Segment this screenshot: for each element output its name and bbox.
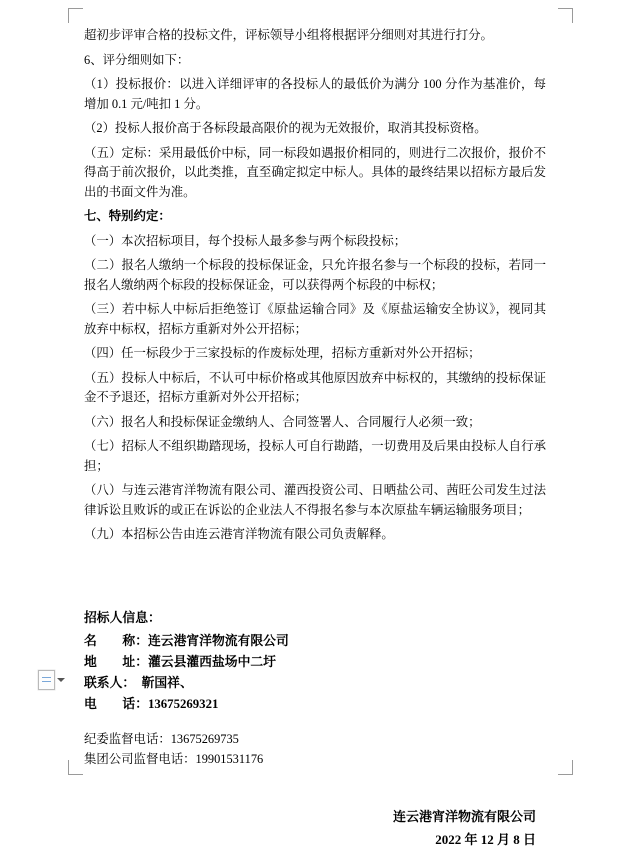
paragraph: （四）任一标段少于三家投标的作废标处理，招标方重新对外公开招标； — [84, 346, 481, 360]
paragraph: （九）本招标公告由连云港宵洋物流有限公司负责解释。 — [84, 527, 394, 541]
bidder-info-address: 地 址：灌云县灌西盐场中二圩 — [84, 654, 276, 669]
signature-block — [84, 805, 546, 851]
paragraph: （三）若中标人中标后拒绝签订《原盐运输合同》及《原盐运输安全协议》，视同其放弃中标权，招标方重新对外公开招标； — [84, 302, 546, 336]
margin-mark-top-right — [558, 8, 573, 23]
paragraph: （五）定标：采用最低价中标，同一标段如遇报价相同的，则进行二次报价，报价不得高于前次报价，以此类推，直至确定拟定中标人。具体的最终结果以招标方最后发出的书面文件为准。 — [84, 145, 546, 199]
paragraph: （2）投标人报价高于各标段最高限价的视为无效报价，取消其投标资格。 — [84, 121, 487, 135]
paragraph: （五）投标人中标后，不认可中标价格或其他原因放弃中标权的，其缴纳的投标保证金不予退还，招标方重新对外公开招标； — [84, 370, 546, 404]
paragraph: （七）招标人不组织勘踏现场，投标人可自行勘踏，一切费用及后果由投标人自行承担； — [84, 439, 546, 473]
vertical-spacer — [84, 550, 546, 608]
paragraph: （八）与连云港宵洋物流有限公司、灌西投资公司、日晒盐公司、茜旺公司发生过法律诉讼且败诉的或正在诉讼的企业法人不得报名参与本次原盐车辆运输服务项目； — [84, 483, 546, 517]
document-body — [84, 26, 546, 851]
bidder-info-name: 名 称：连云港宵洋物流有限公司 — [84, 633, 289, 648]
discipline-supervision-phone: 纪委监督电话：13675269735 — [84, 731, 239, 746]
paragraph: （二）报名人缴纳一个标段的投标保证金，只允许报名参与一个标段的投标，若同一报名人缴纳两个标段的投标保证金，可以获得两个标段的中标权； — [84, 258, 546, 292]
bidder-info-phone: 电 话：13675269321 — [84, 696, 219, 711]
paragraph: （1）投标报价：以进入详细评审的各投标人的最低价为满分 100 分作为基准价，每增加 0.1 元/吨扣 1 分。 — [84, 77, 546, 111]
vertical-spacer — [84, 715, 546, 729]
paste-sheet-icon — [38, 670, 55, 690]
margin-mark-bottom-right — [558, 760, 573, 775]
paragraph: 6、评分细则如下： — [84, 52, 190, 67]
margin-mark-top-left — [68, 8, 83, 23]
margin-mark-bottom-left — [68, 760, 83, 775]
signature-company: 连云港宵洋物流有限公司 — [392, 808, 536, 824]
group-supervision-phone: 集团公司监督电话：19901531176 — [84, 751, 264, 766]
bidder-info-contact: 联系人： 靳国祥、 — [84, 675, 193, 690]
paragraph: （六）报名人和投标保证金缴纳人、合同签署人、合同履行人必须一致； — [84, 414, 481, 429]
paragraph: （一）本次招标项目，每个投标人最多参与两个标段投标； — [84, 233, 407, 248]
signature-date: 2022 年 12 月 8 日 — [435, 831, 536, 847]
paragraph: 超初步评审合格的投标文件，评标领导小组将根据评分细则对其进行打分。 — [84, 28, 493, 42]
paste-options-icon[interactable] — [38, 670, 66, 690]
bidder-info-block — [84, 608, 546, 769]
chevron-down-icon[interactable] — [57, 678, 65, 682]
section-heading: 七、特别约定： — [84, 209, 171, 223]
bidder-info-title: 招标人信息： — [84, 610, 161, 625]
